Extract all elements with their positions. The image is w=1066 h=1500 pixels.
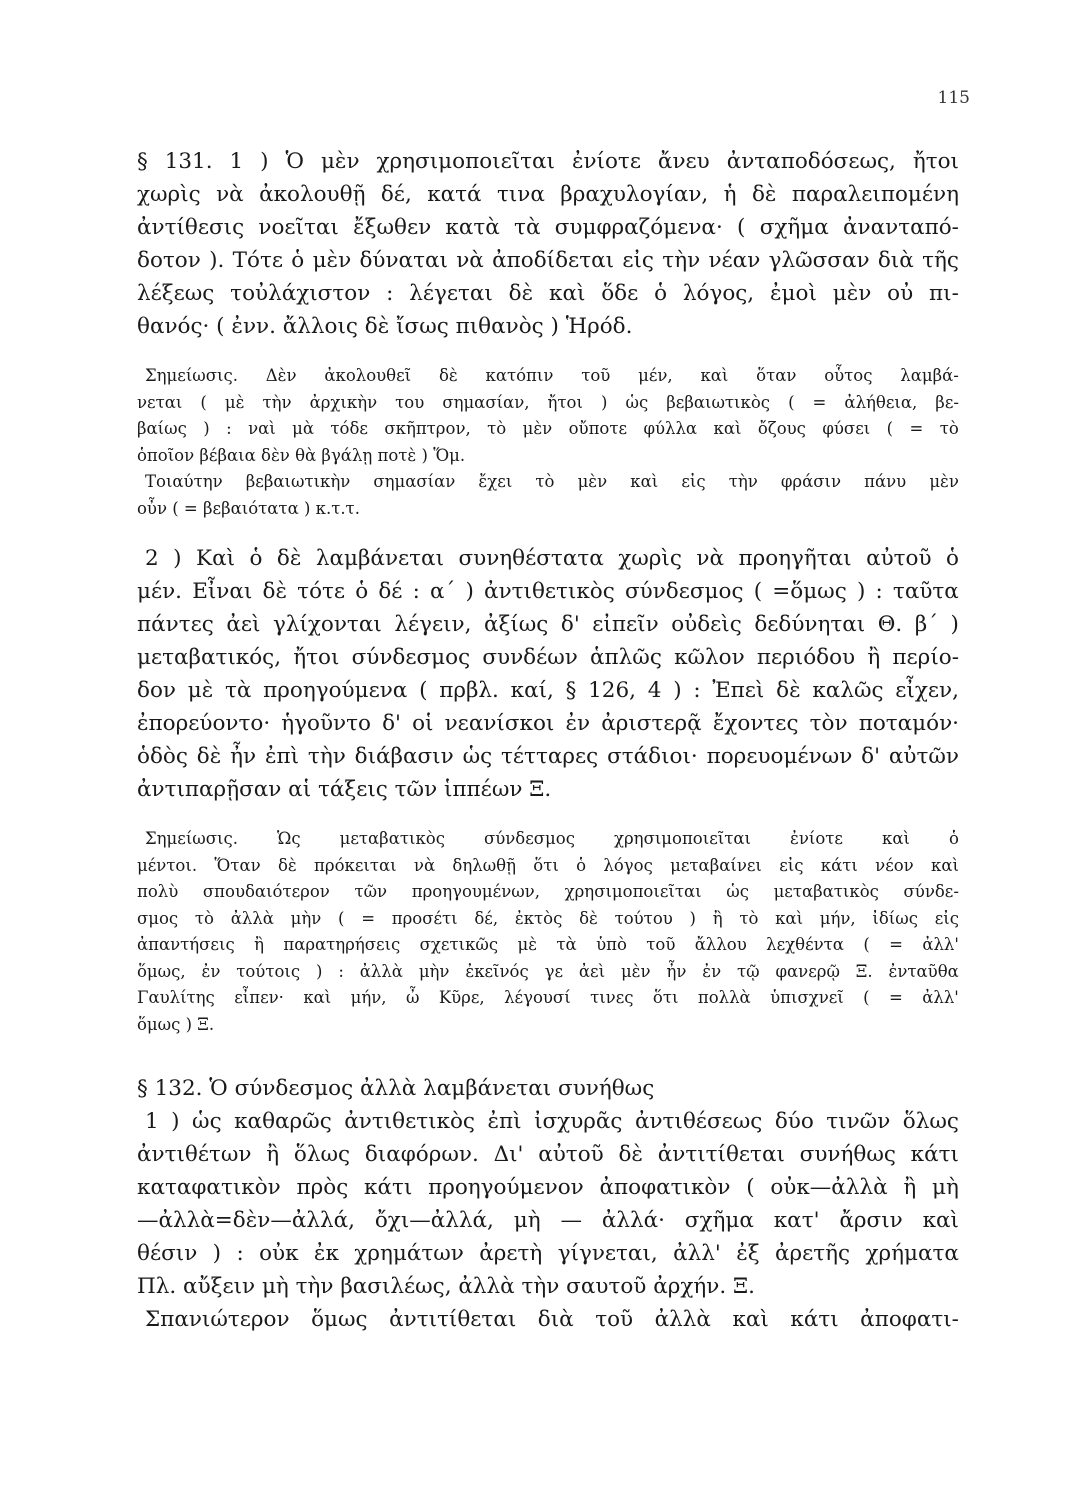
paragraph-132-line-6: θέσιν ) : οὐκ ἐκ χρημάτων ἀρετὴ γίγνεται, ἀλλ' ἐξ ἀρετῆς χρήματα — [137, 1241, 959, 1266]
paragraph-2-line-1: 2 ) Καὶ ὁ δὲ λαμβάνεται συνηθέστατα χωρὶς νὰ προηγῆται αὐτοῦ ὁ — [145, 546, 959, 571]
note-2-line-4: σμος τὸ ἀλλὰ μὴν ( = προσέτι δέ, ἐκτὸς δὲ τούτου ) ἢ τὸ καὶ μήν, ἰδίως εἰς — [137, 908, 959, 928]
note-2-line-8: ὅμως ) Ξ. — [137, 1014, 215, 1034]
note-1-line-6: οὖν ( = βεβαιότατα ) κ.τ.τ. — [137, 498, 360, 518]
paragraph-132-line-2: 1 ) ὡς καθαρῶς ἀντιθετικὸς ἐπὶ ἰσχυρᾶς ἀντιθέσεως δύο τινῶν ὅλως — [145, 1109, 959, 1134]
paragraph-131 — [137, 145, 959, 343]
paragraph-2-line-4: μεταβατικός, ἤτοι σύνδεσμος συνδέων ἁπλῶς κῶλον περιόδου ἢ περίο- — [137, 645, 959, 670]
paragraph-132 — [137, 1072, 959, 1336]
note-2-line-1: Σημείωσις. Ὡς μεταβατικὸς σύνδεσμος χρησιμοποιεῖται ἐνίοτε καὶ ὁ — [145, 829, 959, 848]
paragraph-131-2 — [137, 542, 959, 806]
paragraph-2-line-8: ἀντιπαρῇσαν αἱ τάξεις τῶν ἱππέων Ξ. — [137, 777, 552, 802]
note-2-line-7: Γαυλίτης εἶπεν· καὶ μήν, ὦ Κῦρε, λέγουσί τινες ὅτι πολλὰ ὑπισχνεῖ ( = ἀλλ' — [137, 988, 959, 1007]
paragraph-131-line-6: θανός· ( ἐνν. ἄλλοις δὲ ἴσως πιθανὸς ) Ἡρόδ. — [137, 314, 633, 339]
paragraph-132-line-4: καταφατικὸν πρὸς κάτι προηγούμενον ἀποφατικὸν ( οὐκ—ἀλλὰ ἢ μὴ — [137, 1175, 959, 1200]
note-2 — [137, 826, 959, 1038]
note-1-line-4: ὁποῖον βέβαια δὲν θὰ βγάλῃ ποτὲ ) Ὅμ. — [137, 445, 466, 465]
paragraph-2-line-5: δον μὲ τὰ προηγούμενα ( πρβλ. καί, § 126, 4 ) : Ἐπεὶ δὲ καλῶς εἶχεν, — [137, 678, 959, 703]
paragraph-132-line-8: Σπανιώτερον ὅμως ἀντιτίθεται διὰ τοῦ ἀλλὰ καὶ κάτι ἀποφατι- — [145, 1307, 959, 1332]
paragraph-131-line-2: χωρὶς νὰ ἀκολουθῇ δέ, κατά τινα βραχυλογίαν, ἡ δὲ παραλειπομένη — [137, 182, 959, 207]
note-2-line-5: ἀπαντήσεις ἢ παρατηρήσεις σχετικῶς μὲ τὰ ὑπὸ τοῦ ἄλλου λεχθέντα ( = ἀλλ' — [137, 935, 959, 954]
note-2-line-2: μέντοι. Ὅταν δὲ πρόκειται νὰ δηλωθῇ ὅτι ὁ λόγος μεταβαίνει εἰς κάτι νέον καὶ — [137, 855, 959, 875]
note-2-line-6: ὅμως, ἐν τούτοις ) : ἀλλὰ μὴν ἐκεῖνός γε ἀεὶ μὲν ἦν ἐν τῷ φανερῷ Ξ. ἐνταῦθα — [137, 961, 959, 981]
paragraph-132-line-5: —ἀλλὰ=δὲν—ἀλλά, ὄχι—ἀλλά, μὴ — ἀλλά· σχῆμα κατ' ἄρσιν καὶ — [137, 1208, 959, 1233]
page-number: 115 — [937, 88, 970, 108]
paragraph-132-line-7: Πλ. αὔξειν μὴ τὴν βασιλέως, ἀλλὰ τὴν σαυτοῦ ἀρχήν. Ξ. — [137, 1274, 755, 1299]
note-1-line-5: Τοιαύτην βεβαιωτικὴν σημασίαν ἔχει τὸ μὲν καὶ εἰς τὴν φράσιν πάνυ μὲν — [145, 472, 959, 491]
note-1-line-3: βαίως ) : ναὶ μὰ τόδε σκῆπτρον, τὸ μὲν οὔποτε φύλλα καὶ ὄζους φύσει ( = τὸ — [137, 419, 959, 438]
paragraph-2-line-2: μέν. Εἶναι δὲ τότε ὁ δέ : α΄ ) ἀντιθετικὸς σύνδεσμος ( =ὅμως ) : ταῦτα — [137, 579, 959, 604]
paragraph-131-line-4: δοτον ). Τότε ὁ μὲν δύναται νὰ ἀποδίδεται εἰς τὴν νέαν γλῶσσαν διὰ τῆς — [137, 248, 959, 273]
note-2-line-3: πολὺ σπουδαιότερον τῶν προηγουμένων, χρησιμοποιεῖται ὡς μεταβατικὸς σύνδε- — [137, 882, 959, 901]
note-1 — [137, 363, 959, 522]
paragraph-131-line-1: § 131. 1 ) Ὁ μὲν χρησιμοποιεῖται ἐνίοτε ἄνευ ἀνταποδόσεως, ἤτοι — [137, 149, 959, 174]
note-1-line-1: Σημείωσις. Δὲν ἀκολουθεῖ δὲ κατόπιν τοῦ μέν, καὶ ὅταν οὗτος λαμβά- — [145, 366, 959, 385]
paragraph-132-line-3: ἀντιθέτων ἢ ὅλως διαφόρων. Δι' αὐτοῦ δὲ ἀντιτίθεται συνήθως κάτι — [137, 1142, 959, 1167]
paragraph-131-line-3: ἀντίθεσις νοεῖται ἔξωθεν κατὰ τὰ συμφραζόμενα· ( σχῆμα ἀνανταπό- — [137, 215, 959, 240]
paragraph-132-line-1: § 132. Ὁ σύνδεσμος ἀλλὰ λαμβάνεται συνήθως — [137, 1076, 655, 1101]
paragraph-2-line-6: ἐπορεύοντο· ἡγοῦντο δ' οἱ νεανίσκοι ἐν ἀριστερᾷ ἔχοντες τὸν ποταμόν· — [137, 711, 959, 736]
page-text — [137, 145, 959, 1336]
paragraph-2-line-7: ὁδὸς δὲ ἦν ἐπὶ τὴν διάβασιν ὡς τέτταρες στάδιοι· πορευομένων δ' αὐτῶν — [137, 744, 959, 769]
note-1-line-2: νεται ( μὲ τὴν ἀρχικὴν του σημασίαν, ἤτοι ) ὡς βεβαιωτικὸς ( = ἀλήθεια, βε- — [137, 392, 959, 412]
paragraph-2-line-3: πάντες ἀεὶ γλίχονται λέγειν, ἀξίως δ' εἰπεῖν οὐδεὶς δεδύνηται Θ. β΄ ) — [137, 612, 959, 637]
paragraph-131-line-5: λέξεως τοὐλάχιστον : λέγεται δὲ καὶ ὅδε ὁ λόγος, ἐμοὶ μὲν οὐ πι- — [137, 281, 959, 306]
